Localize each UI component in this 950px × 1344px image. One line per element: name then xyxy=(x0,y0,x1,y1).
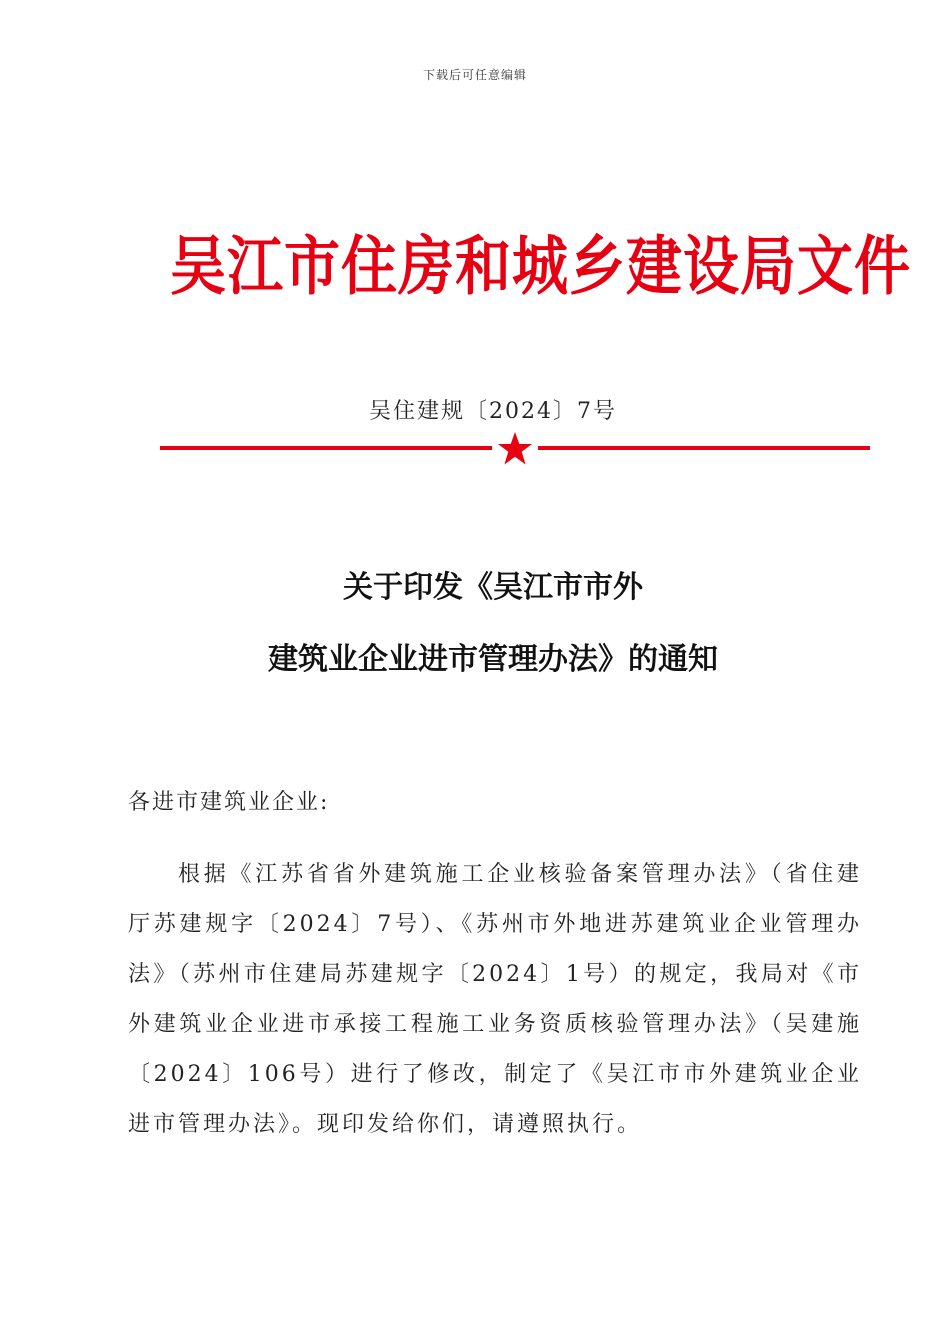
document-masthead: 吴江市住房和城乡建设局文件 xyxy=(170,230,911,305)
document-title-line-2: 建筑业企业进市管理办法》的通知 xyxy=(268,642,718,677)
salutation: 各进市建筑业企业: xyxy=(128,790,330,815)
document-number: 吴住建规〔2024〕7号 xyxy=(369,399,617,424)
document-title-line-1: 关于印发《吴江市市外 xyxy=(343,570,643,605)
red-rule-right xyxy=(538,446,870,450)
body-paragraph: 根据《江苏省省外建筑施工企业核验备案管理办法》（省住建厅苏建规字〔2024〕7号）、《苏州市外地进苏建筑业企业管理办法》（苏州市住建局苏建规字〔2024〕1号）的规定，我局对《市外建筑业企业进市承接工程施工业务资质核验管理办法》（吴建施〔2024〕106号）进行了修改，制定了《吴江市市外建筑业企业进市管理办法》。现印发给你们，请遵照执行。 xyxy=(128,862,862,1137)
red-rule-left xyxy=(160,446,492,450)
header-note: 下载后可任意编辑 xyxy=(422,68,527,82)
star-icon xyxy=(497,431,533,467)
